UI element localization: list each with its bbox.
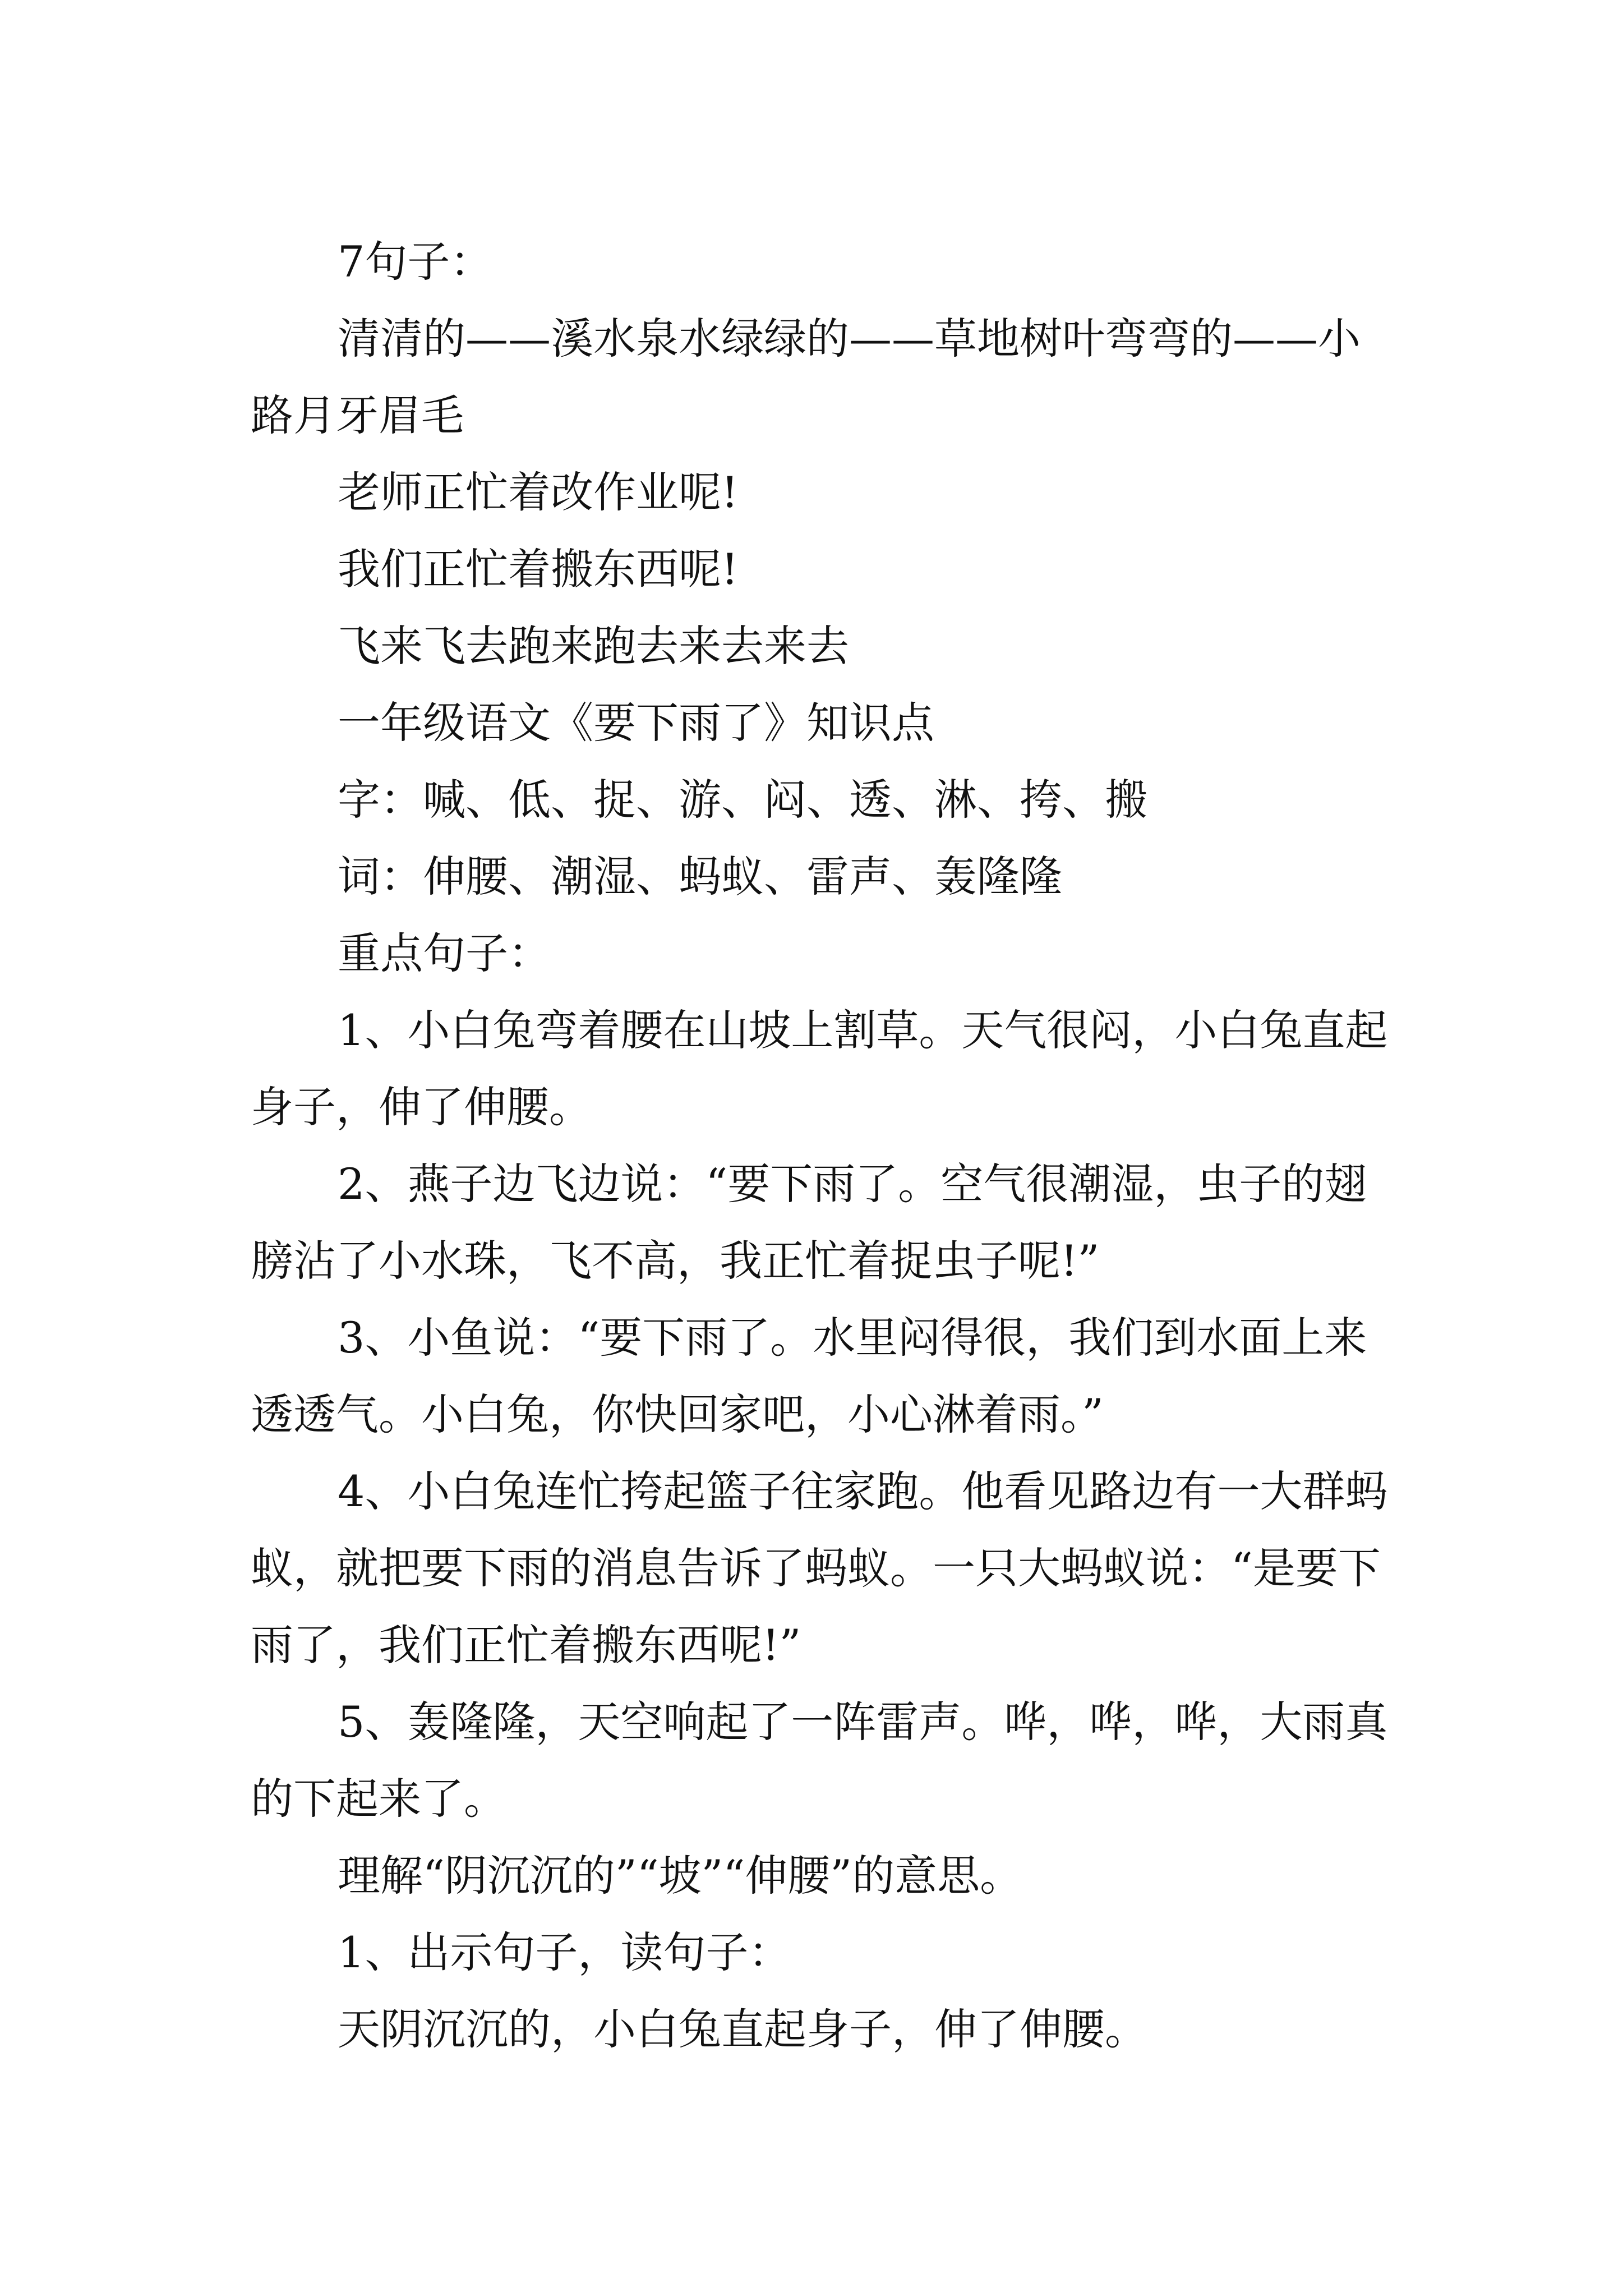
- paragraph-key-sentence-3: 3、小鱼说：“要下雨了。水里闷得很，我们到水面上来透透气。小白兔，你快回家吧，小心淋着雨。”: [251, 1313, 1367, 1439]
- paragraph-key-sentence-5: 5、轰隆隆，天空响起了一阵雷声。哗，哗，哗，大雨真的下起来了。: [251, 1697, 1388, 1824]
- document-body: [251, 223, 1389, 2068]
- paragraph-example-sentence: 天阴沉沉的，小白兔直起身子，伸了伸腰。: [338, 2004, 1147, 2054]
- paragraph-lesson-title: 一年级语文《要下雨了》知识点: [338, 698, 934, 748]
- paragraph-key-sentences-heading: 重点句子：: [338, 928, 551, 978]
- paragraph-characters: 字：喊、低、捉、游、闷、透、淋、挎、搬: [338, 775, 1147, 825]
- paragraph-key-sentence-2: 2、燕子边飞边说：“要下雨了。空气很潮湿，虫子的翅膀沾了小水珠，飞不高，我正忙着捉虫子呢!”: [251, 1159, 1367, 1286]
- paragraph-word-pairs: 清清的——溪水泉水绿绿的——草地树叶弯弯的——小路月牙眉毛: [251, 314, 1361, 440]
- paragraph-understand-meaning: 理解“阴沉沉的”“坡”“伸腰”的意思。: [338, 1851, 1023, 1901]
- paragraph-sentence-heading: 7句子：: [338, 237, 493, 287]
- paragraph-we-busy: 我们正忙着搬东西呢!: [338, 544, 739, 594]
- paragraph-teacher-busy: 老师正忙着改作业呢!: [338, 467, 739, 517]
- paragraph-come-go: 飞来飞去跑来跑去来去来去: [338, 621, 849, 671]
- paragraph-words: 词：伸腰、潮湿、蚂蚁、雷声、轰隆隆: [338, 852, 1062, 901]
- paragraph-key-sentence-4: 4、小白兔连忙挎起篮子往家跑。他看见路边有一大群蚂蚁，就把要下雨的消息告诉了蚂蚁。一只大蚂蚁说：“是要下雨了，我们正忙着搬东西呢!”: [251, 1466, 1388, 1670]
- paragraph-show-sentence: 1、出示句子，读句子：: [338, 1927, 791, 1977]
- paragraph-key-sentence-1: 1、小白兔弯着腰在山坡上割草。天气很闷，小白兔直起身子，伸了伸腰。: [251, 1005, 1388, 1132]
